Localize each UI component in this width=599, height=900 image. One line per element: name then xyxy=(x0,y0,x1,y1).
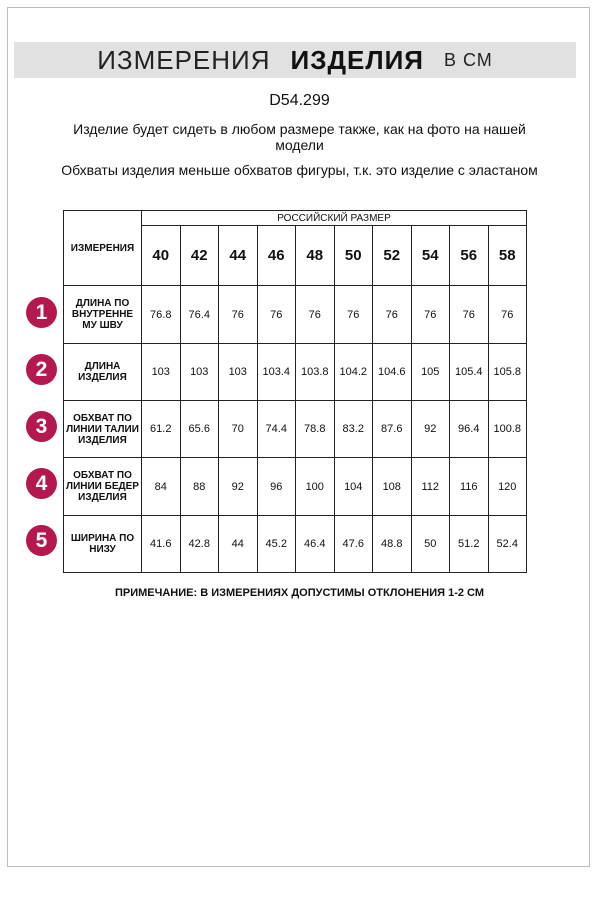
measurement-label: ШИРИНА ПО НИЗУ xyxy=(64,515,142,572)
measurement-value: 51.2 xyxy=(450,515,489,572)
size-header-cell: 42 xyxy=(180,226,219,286)
measurement-value: 76 xyxy=(257,286,296,343)
measurement-value: 61.2 xyxy=(142,401,181,458)
measurement-value: 46.4 xyxy=(296,515,335,572)
size-header-cell: 48 xyxy=(296,226,335,286)
measurement-label: ДЛИНА ПО ВНУТРЕННЕ МУ ШВУ xyxy=(64,286,142,343)
table-row xyxy=(64,286,527,343)
measurement-value: 96.4 xyxy=(450,401,489,458)
measurement-label: ОБХВАТ ПО ЛИНИИ ТАЛИИ ИЗДЕЛИЯ xyxy=(64,401,142,458)
product-code: D54.299 xyxy=(269,92,330,109)
measurement-value: 87.6 xyxy=(373,401,412,458)
measurement-value: 50 xyxy=(411,515,450,572)
size-header-cell: 56 xyxy=(450,226,489,286)
measurement-value: 44 xyxy=(219,515,258,572)
size-header-cell: 58 xyxy=(488,226,527,286)
measurement-label: ДЛИНА ИЗДЕЛИЯ xyxy=(64,343,142,400)
measurement-value: 65.6 xyxy=(180,401,219,458)
measurement-value: 88 xyxy=(180,458,219,515)
measurement-value: 92 xyxy=(411,401,450,458)
measurement-value: 116 xyxy=(450,458,489,515)
title-units: В СМ xyxy=(443,49,493,70)
measurement-value: 76 xyxy=(373,286,412,343)
measurement-value: 76 xyxy=(296,286,335,343)
measurement-value: 103 xyxy=(180,343,219,400)
measurement-value: 104 xyxy=(334,458,373,515)
measurement-value: 76 xyxy=(488,286,527,343)
table-row xyxy=(64,515,527,572)
measurement-value: 84 xyxy=(142,458,181,515)
row-number-badge: 1 xyxy=(26,297,57,328)
measurement-value: 103.8 xyxy=(296,343,335,400)
measurement-value: 70 xyxy=(219,401,258,458)
measurement-value: 76.4 xyxy=(180,286,219,343)
title-product: ИЗДЕЛИЯ xyxy=(290,44,424,75)
measurement-value: 104.6 xyxy=(373,343,412,400)
measurement-value: 76 xyxy=(450,286,489,343)
row-number-badge: 5 xyxy=(26,525,57,556)
tolerance-note: ПРИМЕЧАНИЕ: В ИЗМЕРЕНИЯХ ДОПУСТИМЫ ОТКЛОНЕНИЯ 1-2 СМ xyxy=(114,587,485,599)
measurement-value: 74.4 xyxy=(257,401,296,458)
size-header-cell: 52 xyxy=(373,226,412,286)
measurement-value: 105.8 xyxy=(488,343,527,400)
row-number-badge: 2 xyxy=(26,354,57,385)
title-measurements: ИЗМЕРЕНИЯ xyxy=(97,44,271,75)
measurement-value: 76.8 xyxy=(142,286,181,343)
row-number-badge: 4 xyxy=(26,468,57,499)
size-table xyxy=(63,210,527,573)
elastane-note: Обхваты изделия меньше обхватов фигуры, т.к. это изделие с эластаном xyxy=(61,162,538,178)
measurement-value: 45.2 xyxy=(257,515,296,572)
size-header-cell: 40 xyxy=(142,226,181,286)
size-group-header: РОССИЙСКИЙ РАЗМЕР xyxy=(142,211,527,226)
table-row xyxy=(64,401,527,458)
row-header: ИЗМЕРЕНИЯ xyxy=(64,211,142,286)
measurement-value: 103.4 xyxy=(257,343,296,400)
measurement-value: 96 xyxy=(257,458,296,515)
measurement-value: 47.6 xyxy=(334,515,373,572)
size-header-cell: 50 xyxy=(334,226,373,286)
measurement-value: 52.4 xyxy=(488,515,527,572)
measurement-value: 103 xyxy=(142,343,181,400)
fit-note: Изделие будет сидеть в любом размере также, как на фото на нашей модели xyxy=(73,121,526,153)
measurement-value: 100 xyxy=(296,458,335,515)
measurement-value: 78.8 xyxy=(296,401,335,458)
measurement-value: 100.8 xyxy=(488,401,527,458)
measurement-value: 76 xyxy=(219,286,258,343)
size-header-cell: 46 xyxy=(257,226,296,286)
measurement-value: 105.4 xyxy=(450,343,489,400)
measurement-value: 42.8 xyxy=(180,515,219,572)
table-row xyxy=(64,343,527,400)
size-header-cell: 54 xyxy=(411,226,450,286)
measurement-value: 103 xyxy=(219,343,258,400)
measurement-value: 76 xyxy=(334,286,373,343)
measurement-value: 76 xyxy=(411,286,450,343)
title-band xyxy=(14,42,576,78)
measurement-value: 112 xyxy=(411,458,450,515)
measurement-value: 48.8 xyxy=(373,515,412,572)
measurement-value: 41.6 xyxy=(142,515,181,572)
row-number-badge: 3 xyxy=(26,411,57,442)
measurement-value: 104.2 xyxy=(334,343,373,400)
measurement-value: 120 xyxy=(488,458,527,515)
measurement-label: ОБХВАТ ПО ЛИНИИ БЕДЕР ИЗДЕЛИЯ xyxy=(64,458,142,515)
measurement-value: 108 xyxy=(373,458,412,515)
table-row xyxy=(64,458,527,515)
measurement-value: 92 xyxy=(219,458,258,515)
measurement-value: 105 xyxy=(411,343,450,400)
measurement-value: 83.2 xyxy=(334,401,373,458)
size-header-cell: 44 xyxy=(219,226,258,286)
